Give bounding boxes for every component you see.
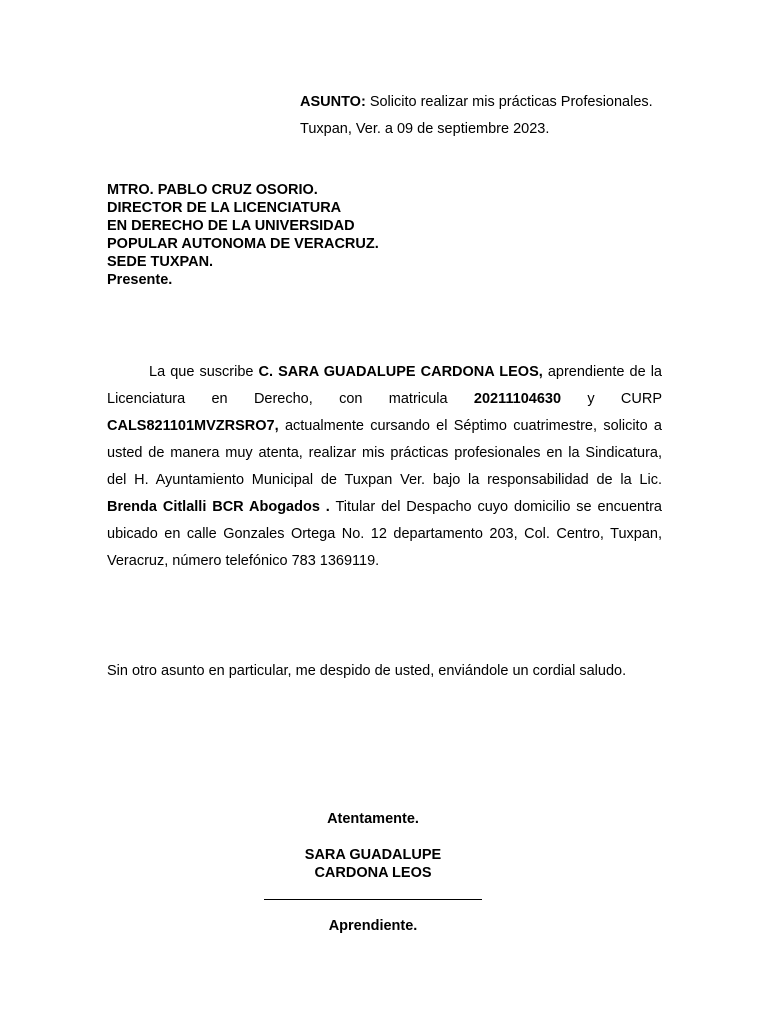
signature-closing: Atentamente. — [327, 811, 419, 827]
subject-text: Solicito realizar mis prácticas Profesionales. — [365, 94, 653, 110]
body-text: aprendiente de la Licenciatura en Derecho, con matricula — [107, 364, 662, 407]
body-text: y CURP — [561, 391, 662, 407]
matricula-number: 20211104630 — [473, 391, 562, 407]
responsible-name: Brenda Citlalli BCR Abogados . — [107, 499, 330, 515]
recipient-line: MTRO. PABLO CRUZ OSORIO. — [107, 182, 318, 198]
signature-name — [264, 846, 482, 882]
recipient-line: POPULAR AUTONOMA DE VERACRUZ. — [107, 236, 379, 252]
signature-role: Aprendiente. — [328, 918, 418, 934]
subject-line — [300, 89, 653, 116]
recipient-line: EN DERECHO DE LA UNIVERSIDAD — [107, 218, 355, 234]
body-text: actualmente cursando el Séptimo cuatrimestre, solicito a usted de manera muy atenta, realizar mis prácticas profesionales en la Sindicatura, del H. Ayuntamiento Municipal de Tuxpan Ver. bajo la responsabilidad de la Lic. — [107, 418, 662, 488]
recipient-block — [107, 181, 379, 289]
closing-line: Sin otro asunto en particular, me despido de usted, enviándole un cordial saludo. — [107, 663, 627, 679]
signature-rule — [264, 899, 482, 900]
body-text: La que suscribe — [149, 364, 259, 380]
recipient-line: DIRECTOR DE LA LICENCIATURA — [107, 200, 342, 216]
body-paragraph — [107, 359, 662, 575]
body-text: Titular del Despacho cuyo domicilio se encuentra ubicado en calle Gonzales Ortega No. 12 departamento 203, Col. Centro, Tuxpan, Veracruz, número telefónico 783 1369119. — [107, 499, 662, 569]
signature-name-line: CARDONA LEOS — [314, 865, 432, 881]
subject-label: ASUNTO: — [300, 94, 366, 110]
applicant-name: C. SARA GUADALUPE CARDONA LEOS, — [258, 364, 543, 380]
recipient-greeting: Presente. — [107, 272, 173, 288]
recipient-line: SEDE TUXPAN. — [107, 254, 214, 270]
subject-block — [300, 89, 653, 143]
place-date: Tuxpan, Ver. a 09 de septiembre 2023. — [300, 121, 550, 137]
signature-name-line: SARA GUADALUPE — [304, 847, 442, 863]
curp-code: CALS821101MVZRSRO7, — [107, 418, 279, 434]
